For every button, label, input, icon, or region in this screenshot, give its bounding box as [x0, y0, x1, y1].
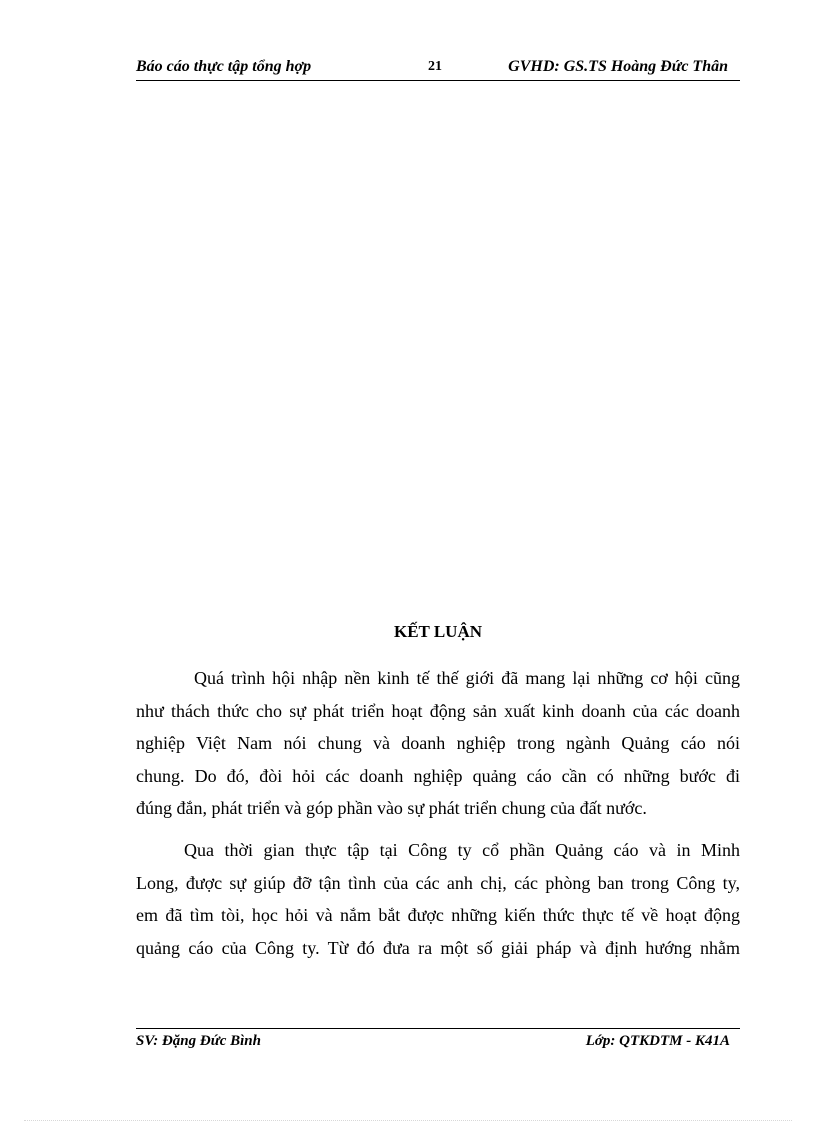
- header-advisor: GVHD: GS.TS Hoàng Đức Thân: [508, 58, 728, 75]
- paragraph-line: nghiệp Việt Nam nói chung và doanh nghiệp trong ngành Quảng cáo nói: [136, 733, 740, 753]
- paragraph-line: Qua thời gian thực tập tại Công ty cổ phần Quảng cáo và in Minh: [184, 840, 740, 860]
- page-header: [136, 56, 740, 81]
- page-bottom-divider: [24, 1120, 792, 1121]
- paragraph-line: như thách thức cho sự phát triển hoạt động sản xuất kinh doanh của các doanh: [136, 700, 740, 721]
- paragraph-line: em đã tìm tòi, học hỏi và nắm bắt được những kiến thức thực tế về hoạt động: [136, 905, 740, 925]
- paragraph-line: đúng đắn, phát triển và góp phần vào sự phát triển chung của đất nước.: [136, 798, 647, 818]
- header-report-title: Báo cáo thực tập tổng hợp: [136, 58, 312, 75]
- footer-class: Lớp: QTKDTM - K41A: [585, 1033, 730, 1049]
- paragraph-1: [136, 662, 740, 825]
- paragraph-line: Long, được sự giúp đỡ tận tình của các anh chị, các phòng ban trong Công ty,: [136, 872, 740, 893]
- paragraph-line: Quá trình hội nhập nền kinh tế thế giới đã mang lại những cơ hội cũng: [194, 668, 740, 688]
- footer-student: SV: Đặng Đức Bình: [136, 1033, 261, 1049]
- page-footer: [136, 1028, 740, 1053]
- section-title: KẾT LUẬN: [393, 622, 482, 641]
- paragraph-2: [136, 834, 740, 964]
- page-number: 21: [428, 59, 442, 74]
- paragraph-line: quảng cáo của Công ty. Từ đó đưa ra một số giải pháp và định hướng nhằm: [136, 937, 740, 958]
- paragraph-line: chung. Do đó, đòi hỏi các doanh nghiệp quảng cáo cần có những bước đi: [136, 765, 740, 786]
